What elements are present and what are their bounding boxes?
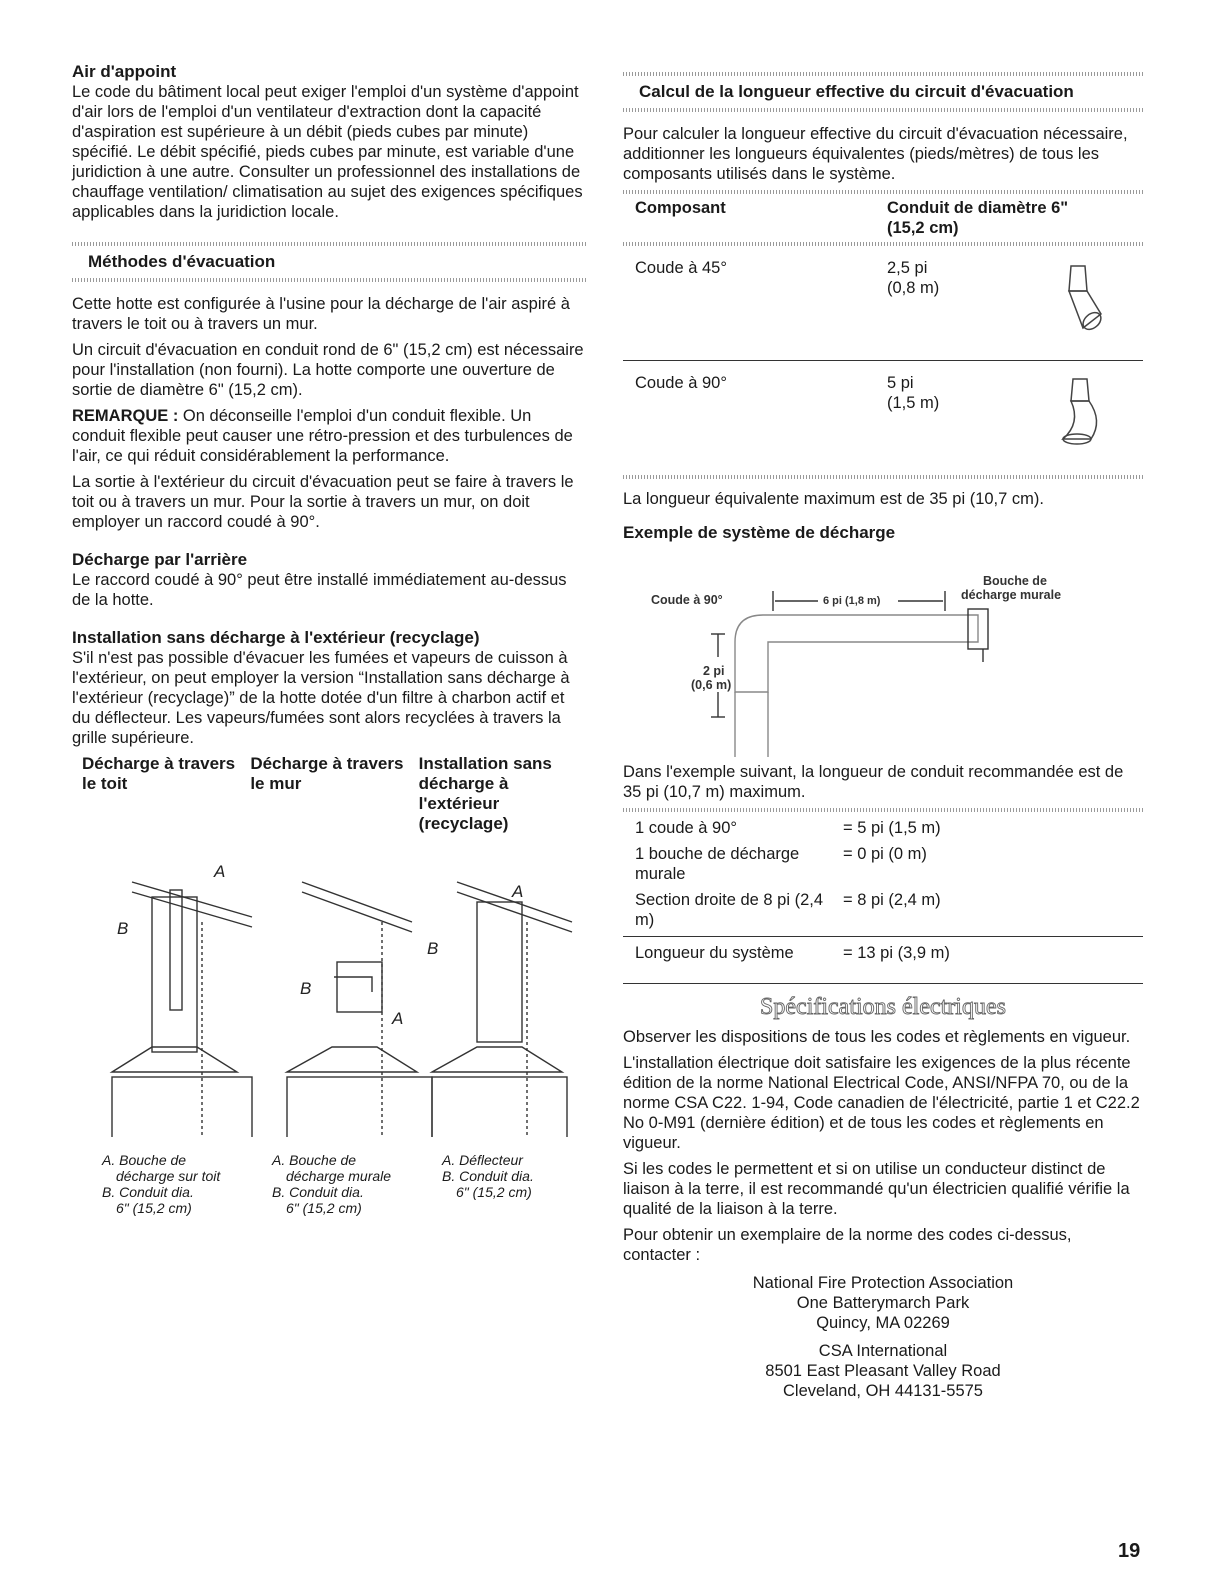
type-roof: Décharge à travers le toit	[82, 754, 236, 793]
label-run: 6 pi (1,8 m)	[823, 595, 881, 607]
address-nfpa: National Fire Protection Association One Batterymarch Park Quincy, MA 02269	[752, 1274, 1014, 1332]
calc-line: 1 coude à 90° = 5 pi (1,5 m)	[635, 819, 941, 837]
elbow-90-icon	[1043, 371, 1113, 451]
methods-title: Méthodes d'évacuation	[88, 252, 276, 271]
label-b-roof: B	[117, 919, 129, 938]
label-a-recycle: A	[512, 882, 524, 901]
example-intro: Dans l'exemple suivant, la longueur de conduit recommandée est de 35 pi (10,7 m) maximum.	[623, 763, 1124, 801]
row-v2: (0,8 m)	[887, 279, 940, 297]
label-cap2: décharge murale	[961, 588, 1062, 602]
electrical-p3: Si les codes le permettent et si on utilise un conducteur distinct de liaison à la terre, il est recommandé qu'un électricien qualifié vérifie la qualité de la liaison à la terre.	[623, 1160, 1130, 1218]
electrical-title: Spécifications électriques	[760, 994, 1006, 1020]
diagram-captions	[72, 1152, 587, 1216]
example-title: Exemple de système de décharge	[623, 523, 896, 542]
table-row	[623, 246, 1143, 361]
label-cap1: Bouche de	[983, 574, 1047, 588]
label-rise2: (0,6 m)	[691, 678, 732, 692]
methods-note	[72, 406, 587, 466]
calc-line: Section droite de 8 pi (2,4 m) = 8 pi (2,4 m)	[635, 891, 941, 929]
table-header	[623, 194, 1143, 242]
recycle-title: Installation sans décharge à l'extérieur (recyclage)	[72, 628, 480, 647]
example-calc	[623, 818, 1143, 930]
total-line: Longueur du système = 13 pi (3,9 m)	[623, 936, 1143, 969]
methods-p4: La sortie à l'extérieur du circuit d'évacuation peut se faire à travers le toit ou à travers un mur. Pour la sortie à travers un mur, on doit employer un raccord coudé à 90°.	[72, 473, 574, 531]
caption-roof: A. Bouche de décharge sur toit B. Conduit dia. 6" (15,2 cm)	[102, 1152, 221, 1216]
air-text: Le code du bâtiment local peut exiger l'emploi d'un système d'appoint d'air lors de l'emploi d'un ventilateur d'extraction dont la capacité d'aspiration est supérieure à un débit (pieds cubes par minute) spécifié. Le débit spécifié, pieds cubes par minute, est variable d'une juridiction à une autre. Consulter un professionnel des installations de chauffage ventilation/ climatisation au sujet des exigences spécifiques applicables dans la juridiction locale.	[72, 83, 583, 221]
air-title: Air d'appoint	[72, 62, 177, 81]
calc-text: Pour calculer la longueur effective du circuit d'évacuation nécessaire, additionner les longueurs équivalentes (pieds/mètres) de tous les composants utilisés dans le système.	[623, 125, 1128, 183]
calc-title: Calcul de la longueur effective du circuit d'évacuation	[639, 82, 1074, 101]
calc-line: 1 bouche de décharge murale = 0 pi (0 m)	[635, 845, 927, 883]
right-column	[623, 62, 1143, 1401]
page-number: 19	[1118, 1540, 1141, 1562]
installation-diagrams	[72, 852, 587, 1137]
col-duct: Conduit de diamètre 6" (15,2 cm)	[887, 199, 1069, 237]
type-wall: Décharge à travers le mur	[250, 754, 404, 793]
type-recycle: Installation sans décharge à l'extérieur (recyclage)	[418, 754, 552, 833]
row-name: Coude à 45°	[635, 259, 727, 277]
label-elbow: Coude à 90°	[651, 593, 723, 607]
label-b-recycle: B	[427, 939, 439, 958]
rear-title: Décharge par l'arrière	[72, 550, 248, 569]
row-v1: 2,5 pi	[887, 259, 928, 277]
label-a-wall: A	[392, 1009, 404, 1028]
row-v1: 5 pi	[887, 374, 914, 392]
address-csa: CSA International 8501 East Pleasant Valley Road Cleveland, OH 44131-5575	[765, 1342, 1001, 1400]
methods-p2: Un circuit d'évacuation en conduit rond de 6" (15,2 cm) est nécessaire pour l'installation (non fourni). La hotte comporte une ouverture de sortie de diamètre 6" (15,2 cm).	[72, 341, 584, 399]
row-name: Coude à 90°	[635, 374, 727, 392]
install-types	[72, 754, 587, 834]
electrical-p4: Pour obtenir un exemplaire de la norme des codes ci-dessus, contacter :	[623, 1226, 1072, 1264]
label-a-roof: A	[214, 862, 226, 881]
label-b-wall: B	[300, 979, 312, 998]
table-row	[623, 361, 1143, 475]
col-component: Composant	[635, 199, 726, 217]
note-label: REMARQUE :	[72, 407, 179, 425]
recycle-text: S'il n'est pas possible d'évacuer les fumées et vapeurs de cuisson à l'extérieur, on peut employer la version “Installation sans décharge à l'extérieur (recyclage)” de la hotte dotée d'un filtre à charbon actif et du déflecteur. Les vapeurs/fumées sont alors recyclées à travers la grille supérieure.	[72, 649, 570, 747]
note-text: On déconseille l'emploi d'un conduit flexible. Un conduit flexible peut causer une rétro-pression et des turbulences de l'air, ce qui réduit considérablement la performance.	[72, 407, 573, 465]
label-rise1: 2 pi	[703, 664, 725, 678]
example-diagram	[623, 547, 1143, 757]
electrical-p1: Observer les dispositions de tous les codes et règlements en vigueur.	[623, 1028, 1131, 1046]
rear-text: Le raccord coudé à 90° peut être installé immédiatement au-dessus de la hotte.	[72, 571, 567, 609]
methods-p1: Cette hotte est configurée à l'usine pour la décharge de l'air aspiré à travers le toit ou à travers un mur.	[72, 295, 570, 333]
electrical-p2: L'installation électrique doit satisfaire les exigences de la plus récente édition de la norme National Electrical Code, ANSI/NFPA 70, ou de la norme CSA C22. 1-94, Code canadien de l'électricité, partie 1 et C22.2 No 0-M91 (dernière édition) et de tous les codes et règlements en vigueur.	[623, 1054, 1140, 1152]
row-v2: (1,5 m)	[887, 394, 940, 412]
left-column	[72, 62, 587, 1216]
caption-recycle: A. Déflecteur B. Conduit dia. 6" (15,2 cm)	[442, 1152, 534, 1200]
max-length: La longueur équivalente maximum est de 35 pi (10,7 cm).	[623, 490, 1044, 508]
caption-wall: A. Bouche de décharge murale B. Conduit dia. 6" (15,2 cm)	[272, 1152, 392, 1216]
elbow-45-icon	[1043, 256, 1113, 336]
